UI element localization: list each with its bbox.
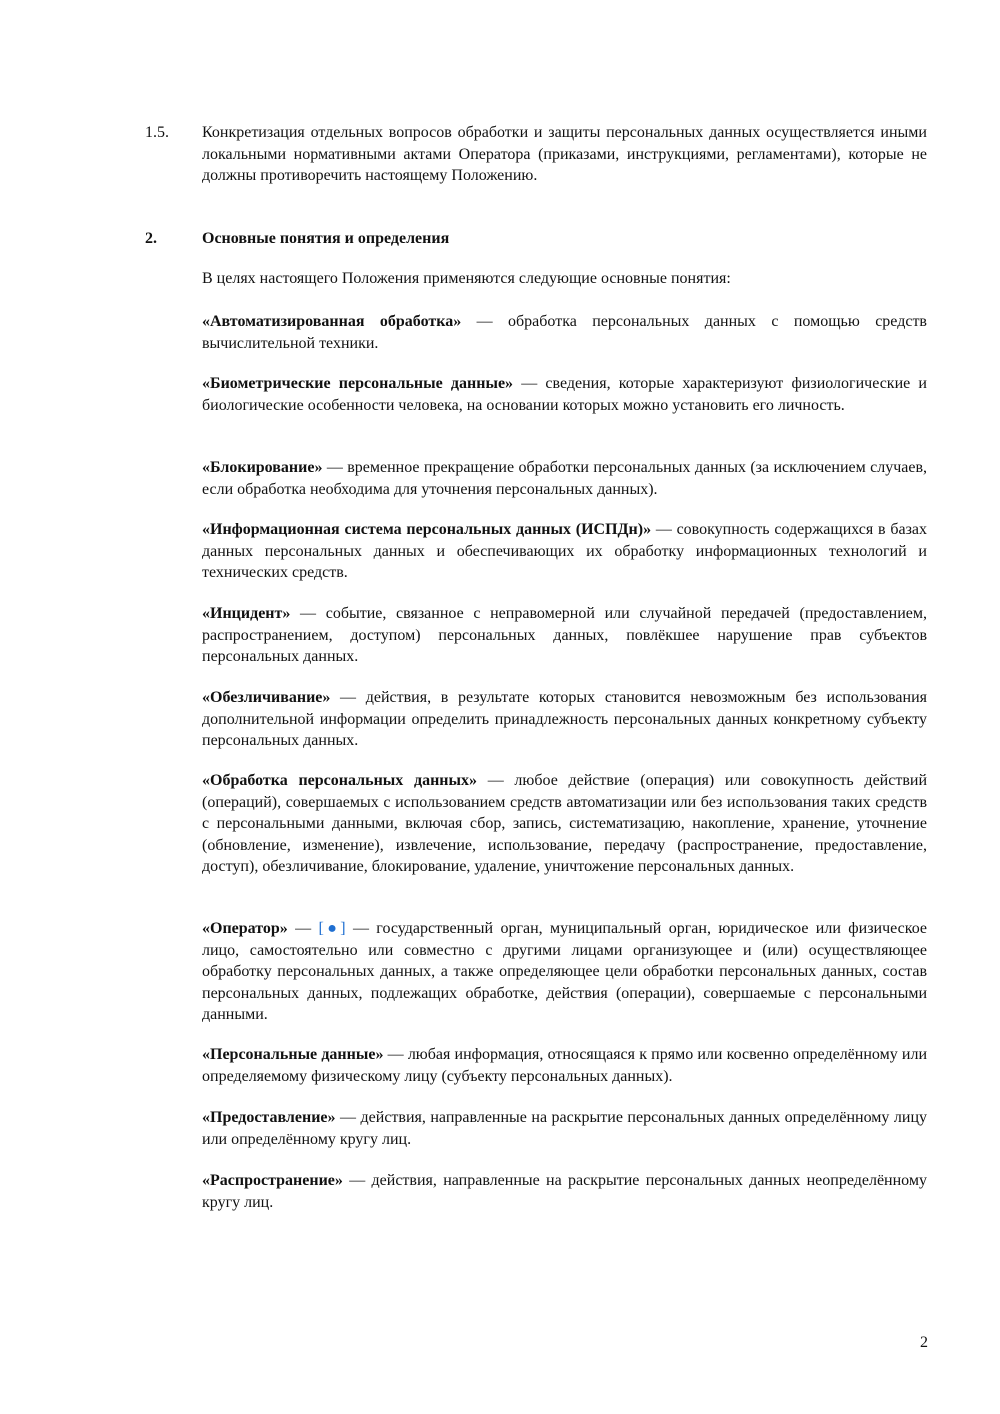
- definition-term: «Автоматизированная обработка»: [202, 313, 462, 330]
- operator-placeholder: [●]: [318, 920, 346, 937]
- definition-description: — событие, связанное с неправомерной или случайной передачей (предоставлением, распространением, доступом) персональных данных, повлёкшее нарушение прав субъектов персональных данных.: [202, 605, 927, 665]
- definition-term: «Биометрические персональные данные»: [202, 375, 514, 392]
- definition-text: [202, 1170, 927, 1213]
- definition-term: «Обезличивание»: [202, 689, 331, 706]
- definition-term: «Обработка персональных данных»: [202, 772, 478, 789]
- definition-term: «Оператор»: [202, 920, 288, 937]
- definition-description: — совокупность содержащихся в базах данных персональных данных и обеспечивающих их обработку информационных технологий и технических средств.: [202, 521, 927, 581]
- definition-item: [145, 457, 927, 500]
- definition-description: — действия, направленные на раскрытие персональных данных определённому лицу или определённому кругу лиц.: [202, 1109, 927, 1148]
- definition-text: [202, 687, 927, 752]
- definition-item: [145, 311, 927, 354]
- definition-item: [145, 1107, 927, 1150]
- clause-number: 1.5.: [145, 124, 169, 141]
- definition-text: [202, 918, 927, 1026]
- definition-text: [202, 519, 927, 584]
- definition-item: [145, 770, 927, 878]
- definition-item: [145, 1170, 927, 1213]
- definition-text: [202, 1044, 927, 1087]
- section-2-heading: [145, 228, 927, 250]
- clause-text: Конкретизация отдельных вопросов обработки и защиты персональных данных осуществляется иными локальными нормативными актами Оператора (приказами, инструкциями, регламентами), которые не должны противоречить настоящему Положению.: [202, 124, 927, 184]
- definition-term: «Инцидент»: [202, 605, 291, 622]
- definition-item: [145, 1044, 927, 1087]
- definition-description: — сведения, которые характеризуют физиологические и биологические особенности человека, на основании которых можно установить его личность.: [202, 375, 927, 414]
- definition-item: [145, 687, 927, 752]
- definition-text: [202, 457, 927, 500]
- definition-text: [202, 603, 927, 668]
- definition-term: «Предоставление»: [202, 1109, 336, 1126]
- clause-1-5: [145, 122, 927, 187]
- definition-text: [202, 1107, 927, 1150]
- definition-term: «Информационная система персональных данных (ИСПДн)»: [202, 521, 652, 538]
- intro-text: В целях настоящего Положения применяются следующие основные понятия:: [202, 270, 731, 287]
- definition-description: — действия, в результате которых становится невозможным без использования дополнительной информации определить принадлежность персональных данных конкретному субъекту персональных данных.: [202, 689, 927, 749]
- definition-term: «Блокирование»: [202, 459, 323, 476]
- definition-item: [145, 603, 927, 668]
- definition-description: — временное прекращение обработки персональных данных (за исключением случаев, если обработка необходима для уточнения персональных данных).: [202, 459, 927, 498]
- definition-dash: —: [287, 920, 319, 937]
- definition-item: [145, 373, 927, 416]
- definition-text: [202, 311, 927, 354]
- section-number: 2.: [145, 230, 157, 247]
- page-number: 2: [920, 1334, 928, 1351]
- definition-item: [145, 918, 927, 1026]
- definition-description: — любая информация, относящаяся к прямо или косвенно определённому или определяемому физическому лицу (субъекту персональных данных).: [202, 1046, 928, 1085]
- definition-text: [202, 373, 927, 416]
- definition-description: — действия, направленные на раскрытие персональных данных неопределённому кругу лиц.: [202, 1172, 927, 1211]
- definition-text: [202, 770, 927, 878]
- definition-term: «Персональные данные»: [202, 1046, 384, 1063]
- definition-term: «Распространение»: [202, 1172, 343, 1189]
- section-title: Основные понятия и определения: [202, 230, 450, 247]
- section-2-intro: [145, 268, 927, 290]
- definition-description: — государственный орган, муниципальный орган, юридическое или физическое лицо, самостоятельно или совместно с другими лицами организующее и (или) осуществляющее обработку персональных данных, а также определяющее цели обработки персональных данных, состав персональных данных, подлежащих обработке, действия (операции), совершаемые с персональными данными.: [202, 920, 927, 1023]
- definition-item: [145, 519, 927, 584]
- definition-description: — любое действие (операция) или совокупность действий (операций), совершаемых с использованием средств автоматизации или без использования таких средств с персональными данными, включая сбор, запись, систематизацию, накопление, хранение, уточнение (обновление, изменение), извлечение, использование, передачу (распространение, предоставление, доступ), обезличивание, блокирование, удаление, уничтожение персональных данных.: [202, 772, 928, 875]
- definition-description: — обработка персональных данных с помощью средств вычислительной техники.: [202, 313, 927, 352]
